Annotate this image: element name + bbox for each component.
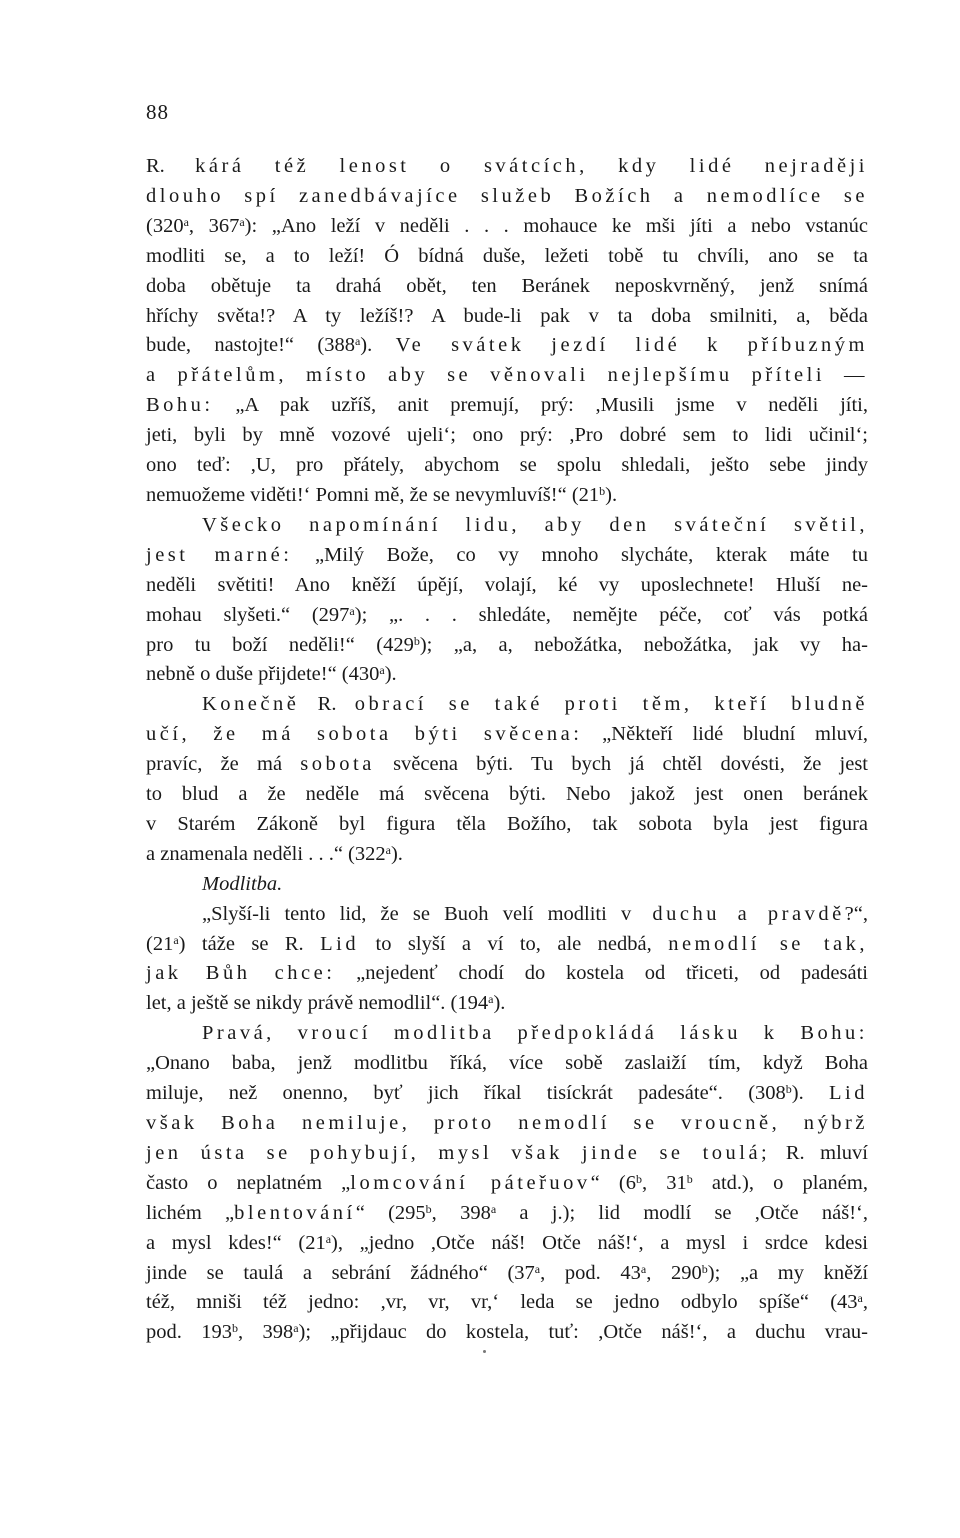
text-line	[146, 212, 868, 242]
text-segment: , 398	[431, 1201, 491, 1224]
text-line	[146, 930, 868, 960]
text-line	[146, 959, 868, 989]
text-line	[146, 182, 868, 212]
superscript: a	[490, 1201, 497, 1216]
text-segment: R.	[146, 155, 165, 177]
text-segment: , 367	[188, 214, 240, 237]
spaced-emphasis: kárá též lenost o svátcích, kdy lidé nejraději	[164, 155, 868, 177]
spaced-emphasis: jak Bůh chce:	[146, 962, 336, 985]
text-segment: ); „a, a, nebožátka, nebožátka, jak vy ha-	[419, 633, 868, 656]
text-segment: to blud a že neděle má svěcena býti. Nebo jakož jest onen beránek	[146, 783, 868, 806]
text-segment: ).	[384, 663, 397, 686]
superscript: a	[325, 1231, 332, 1246]
spaced-emphasis: obrací se také proti těm, kteří bludně	[354, 693, 868, 716]
superscript: b	[231, 1321, 238, 1336]
text-segment: ), „jedno ,Otče náš! Otče náš!‘, a mysl i srdce kdesi	[331, 1231, 869, 1254]
text-line	[146, 1259, 868, 1289]
text-line	[146, 750, 868, 780]
spaced-emphasis: jen ústa se pohybují, mysl však jinde se toulá;	[146, 1141, 771, 1164]
superscript: a	[534, 1261, 541, 1276]
superscript: a	[354, 334, 361, 349]
spaced-emphasis: však Boha nemiluje, proto nemodlí se vroucně, nýbrž	[146, 1112, 868, 1134]
page-number: 88	[146, 100, 169, 124]
superscript: a	[239, 214, 245, 229]
text-line	[146, 1229, 868, 1259]
text-segment: R.	[299, 693, 355, 716]
superscript: a	[488, 992, 494, 1007]
text-segment: (320	[146, 214, 184, 237]
text-line	[146, 840, 868, 870]
spaced-emphasis: a přátelům, místo aby se věnovali nejlepšímu příteli —	[146, 364, 868, 387]
text-line	[146, 1049, 868, 1079]
text-segment: ?“,	[844, 902, 868, 925]
text-segment: svěcena býti. Tu bych já chtěl dovésti, že jest	[374, 753, 868, 776]
text-segment: a znamenala neděli . . .“ (322	[146, 842, 386, 865]
spaced-emphasis: Lid	[829, 1082, 868, 1105]
body-text	[146, 152, 868, 1348]
text-segment: „Milý Bože, co vy mnoho slycháte, kterak máte tu	[292, 543, 868, 566]
superscript: a	[385, 842, 391, 857]
superscript: b	[686, 1171, 693, 1186]
text-segment: „Někteří lidé bludní mluví,	[582, 723, 868, 746]
text-line	[146, 660, 868, 690]
text-line	[146, 1079, 868, 1109]
text-line	[146, 302, 868, 332]
superscript: b	[701, 1261, 708, 1276]
superscript: a	[183, 214, 189, 229]
text-line	[146, 421, 868, 451]
text-line	[146, 481, 868, 511]
text-segment: miluje, než onenno, byť jich říkal tisíckrát padesáte“. (308	[146, 1082, 786, 1105]
text-segment: „Slyší-li tento lid, že se Buoh velí modliti	[202, 902, 621, 925]
spaced-emphasis: blentování	[234, 1201, 356, 1224]
spaced-emphasis: lomcování páteřuov	[350, 1171, 591, 1194]
text-line	[146, 571, 868, 601]
text-line	[146, 631, 868, 661]
text-line	[146, 272, 868, 302]
text-segment: modliti se, a to leží! Ó bídná duše, ležeti tobě tu chvíli, ano se ta	[146, 244, 868, 267]
text-segment: neděli světiti! Ano kněží úpějí, volají, ké vy uposlechnete! Hluší ne-	[146, 573, 868, 596]
text-segment: pravíc, že má	[146, 753, 301, 776]
superscript: b	[599, 483, 606, 498]
text-line	[146, 780, 868, 810]
superscript: b	[635, 1171, 642, 1186]
text-segment: atd.), o planém,	[692, 1171, 868, 1194]
text-line	[146, 870, 868, 900]
text-line	[146, 1288, 868, 1318]
text-segment: a mysl kdes!“ (21	[146, 1231, 326, 1254]
superscript: a	[349, 603, 355, 618]
text-line	[146, 242, 868, 272]
text-segment: ).	[493, 992, 506, 1015]
text-line	[146, 152, 868, 182]
text-segment: ): „Ano leží v neděli . . . mohauce ke mši jíti a nebo vstanúc	[244, 214, 868, 237]
text-segment: ,	[862, 1291, 868, 1314]
text-line	[146, 601, 868, 631]
superscript: a	[293, 1321, 299, 1336]
text-line	[146, 331, 868, 361]
superscript: a	[173, 932, 179, 947]
text-segment: nebně o duše přijdete!“ (430	[146, 663, 380, 686]
text-segment: ).	[791, 1082, 830, 1105]
text-segment: jeti, byli by mně vozové ujeli‘; ono prý: ,Pro dobré sem to lidi učinil‘;	[146, 424, 868, 447]
text-segment: ); „a my kněží	[707, 1261, 869, 1284]
text-segment: hříchy světa!? A ty ležíš!? A bude-li pak v ta doba smilniti, a, běda	[146, 304, 868, 327]
text-segment: “ (295	[355, 1201, 426, 1224]
spaced-emphasis: Pravá, vroucí modlitba předpokládá lásku k Bohu:	[202, 1022, 868, 1045]
text-line	[146, 511, 868, 541]
text-segment: (21	[146, 932, 174, 955]
stray-ink-dot	[483, 1350, 486, 1353]
text-segment: jinde se taulá a sebrání žádného“ (37	[146, 1261, 535, 1284]
text-segment: to slyší a ví to, ale nedbá,	[359, 932, 669, 955]
spaced-emphasis: jest marné:	[146, 543, 293, 566]
text-segment: nemuožeme viděti!‘ Pomni mě, že se nevymluvíš!“ (21	[146, 483, 600, 506]
text-segment: „nejedenť chodí do kostela od třiceti, od padesáti	[335, 962, 868, 985]
text-line	[146, 1109, 868, 1139]
text-segment: let, a ještě se nikdy právě nemodlil“. (194	[146, 992, 489, 1015]
text-line	[146, 391, 868, 421]
text-line	[146, 451, 868, 481]
spaced-emphasis: Ve svátek jezdí lidé k příbuzným	[395, 334, 868, 357]
spaced-emphasis: sobota	[300, 753, 375, 776]
text-line	[146, 1318, 868, 1348]
superscript: a	[379, 663, 385, 678]
text-segment: , 31	[641, 1171, 687, 1194]
text-segment: v Starém Zákoně byl figura těla Božího, tak sobota byla jest figura	[146, 812, 868, 835]
text-segment: , 290	[646, 1261, 702, 1284]
text-line	[146, 720, 868, 750]
text-segment: pod. 193	[146, 1321, 232, 1344]
text-segment: často o neplatném „	[146, 1171, 351, 1194]
text-segment: ).	[390, 842, 403, 865]
text-line	[146, 1019, 868, 1049]
text-segment: ); „přijdauc do kostela, tuť: ,Otče náš!‘, a duchu vrau-	[298, 1321, 868, 1344]
text-line	[146, 900, 868, 930]
text-line	[146, 1169, 868, 1199]
text-segment: pro tu boží neděli!“ (429	[146, 633, 414, 656]
text-segment: ) táže se R.	[178, 932, 321, 955]
text-segment: bude, nastojte!“ (388	[146, 334, 355, 357]
text-line	[146, 1139, 868, 1169]
spaced-emphasis: v duchu a pravdě	[620, 902, 845, 925]
text-segment: lichém „	[146, 1201, 235, 1224]
text-line	[146, 989, 868, 1019]
superscript: a	[640, 1261, 647, 1276]
superscript: b	[413, 633, 420, 648]
text-segment: , pod. 43	[540, 1261, 641, 1284]
text-segment: ).	[360, 334, 396, 357]
spaced-emphasis: nemodlí se tak,	[668, 932, 869, 955]
text-line	[146, 361, 868, 391]
text-segment: a j.); lid modlí se ,Otče náš!‘,	[496, 1201, 868, 1224]
superscript: a	[857, 1291, 863, 1306]
text-segment: „Onano baba, jenž modlitbu říká, více sobě zaslaiží tím, když Boha	[146, 1052, 868, 1075]
text-line	[146, 690, 868, 720]
spaced-emphasis: Lid	[320, 932, 360, 955]
text-segment: R. mluví	[770, 1141, 869, 1164]
superscript: b	[425, 1201, 432, 1216]
text-segment: ono teď: ,U, pro přátely, abychom se spolu shledali, ješto sebe jindy	[146, 454, 868, 477]
spaced-emphasis: učí, že má sobota býti svěcena:	[146, 723, 583, 746]
text-segment: ); „. . . shledáte, nemějte péče, coť vás potká	[354, 603, 868, 626]
text-segment: doba obětuje ta drahá obět, ten Beránek neposkvrněný, jenž snímá	[146, 274, 868, 297]
spaced-emphasis: Konečně	[202, 693, 300, 716]
superscript: b	[785, 1082, 792, 1097]
spaced-emphasis: Bohu:	[146, 394, 214, 417]
spaced-emphasis: Všecko napomínání lidu, aby den sváteční světil,	[202, 513, 868, 536]
text-segment: mohau slyšeti.“ (297	[146, 603, 350, 626]
text-segment: , 398	[237, 1321, 294, 1344]
text-segment: “ (6	[590, 1171, 636, 1194]
text-segment: ).	[605, 483, 618, 506]
text-line	[146, 541, 868, 571]
section-heading: Modlitba.	[202, 872, 283, 895]
text-line	[146, 1199, 868, 1229]
spaced-emphasis: dlouho spí zanedbávajíce služeb Božích a nemodlíce se	[146, 184, 868, 207]
text-segment: „A pak uzříš, anit premují, prý: ,Musili jsme v neděli jíti,	[213, 394, 868, 417]
text-segment: též, mniši též jedno: ,vr, vr, vr,‘ leda se jedno odbylo spíše“ (43	[146, 1291, 858, 1314]
text-line	[146, 810, 868, 840]
